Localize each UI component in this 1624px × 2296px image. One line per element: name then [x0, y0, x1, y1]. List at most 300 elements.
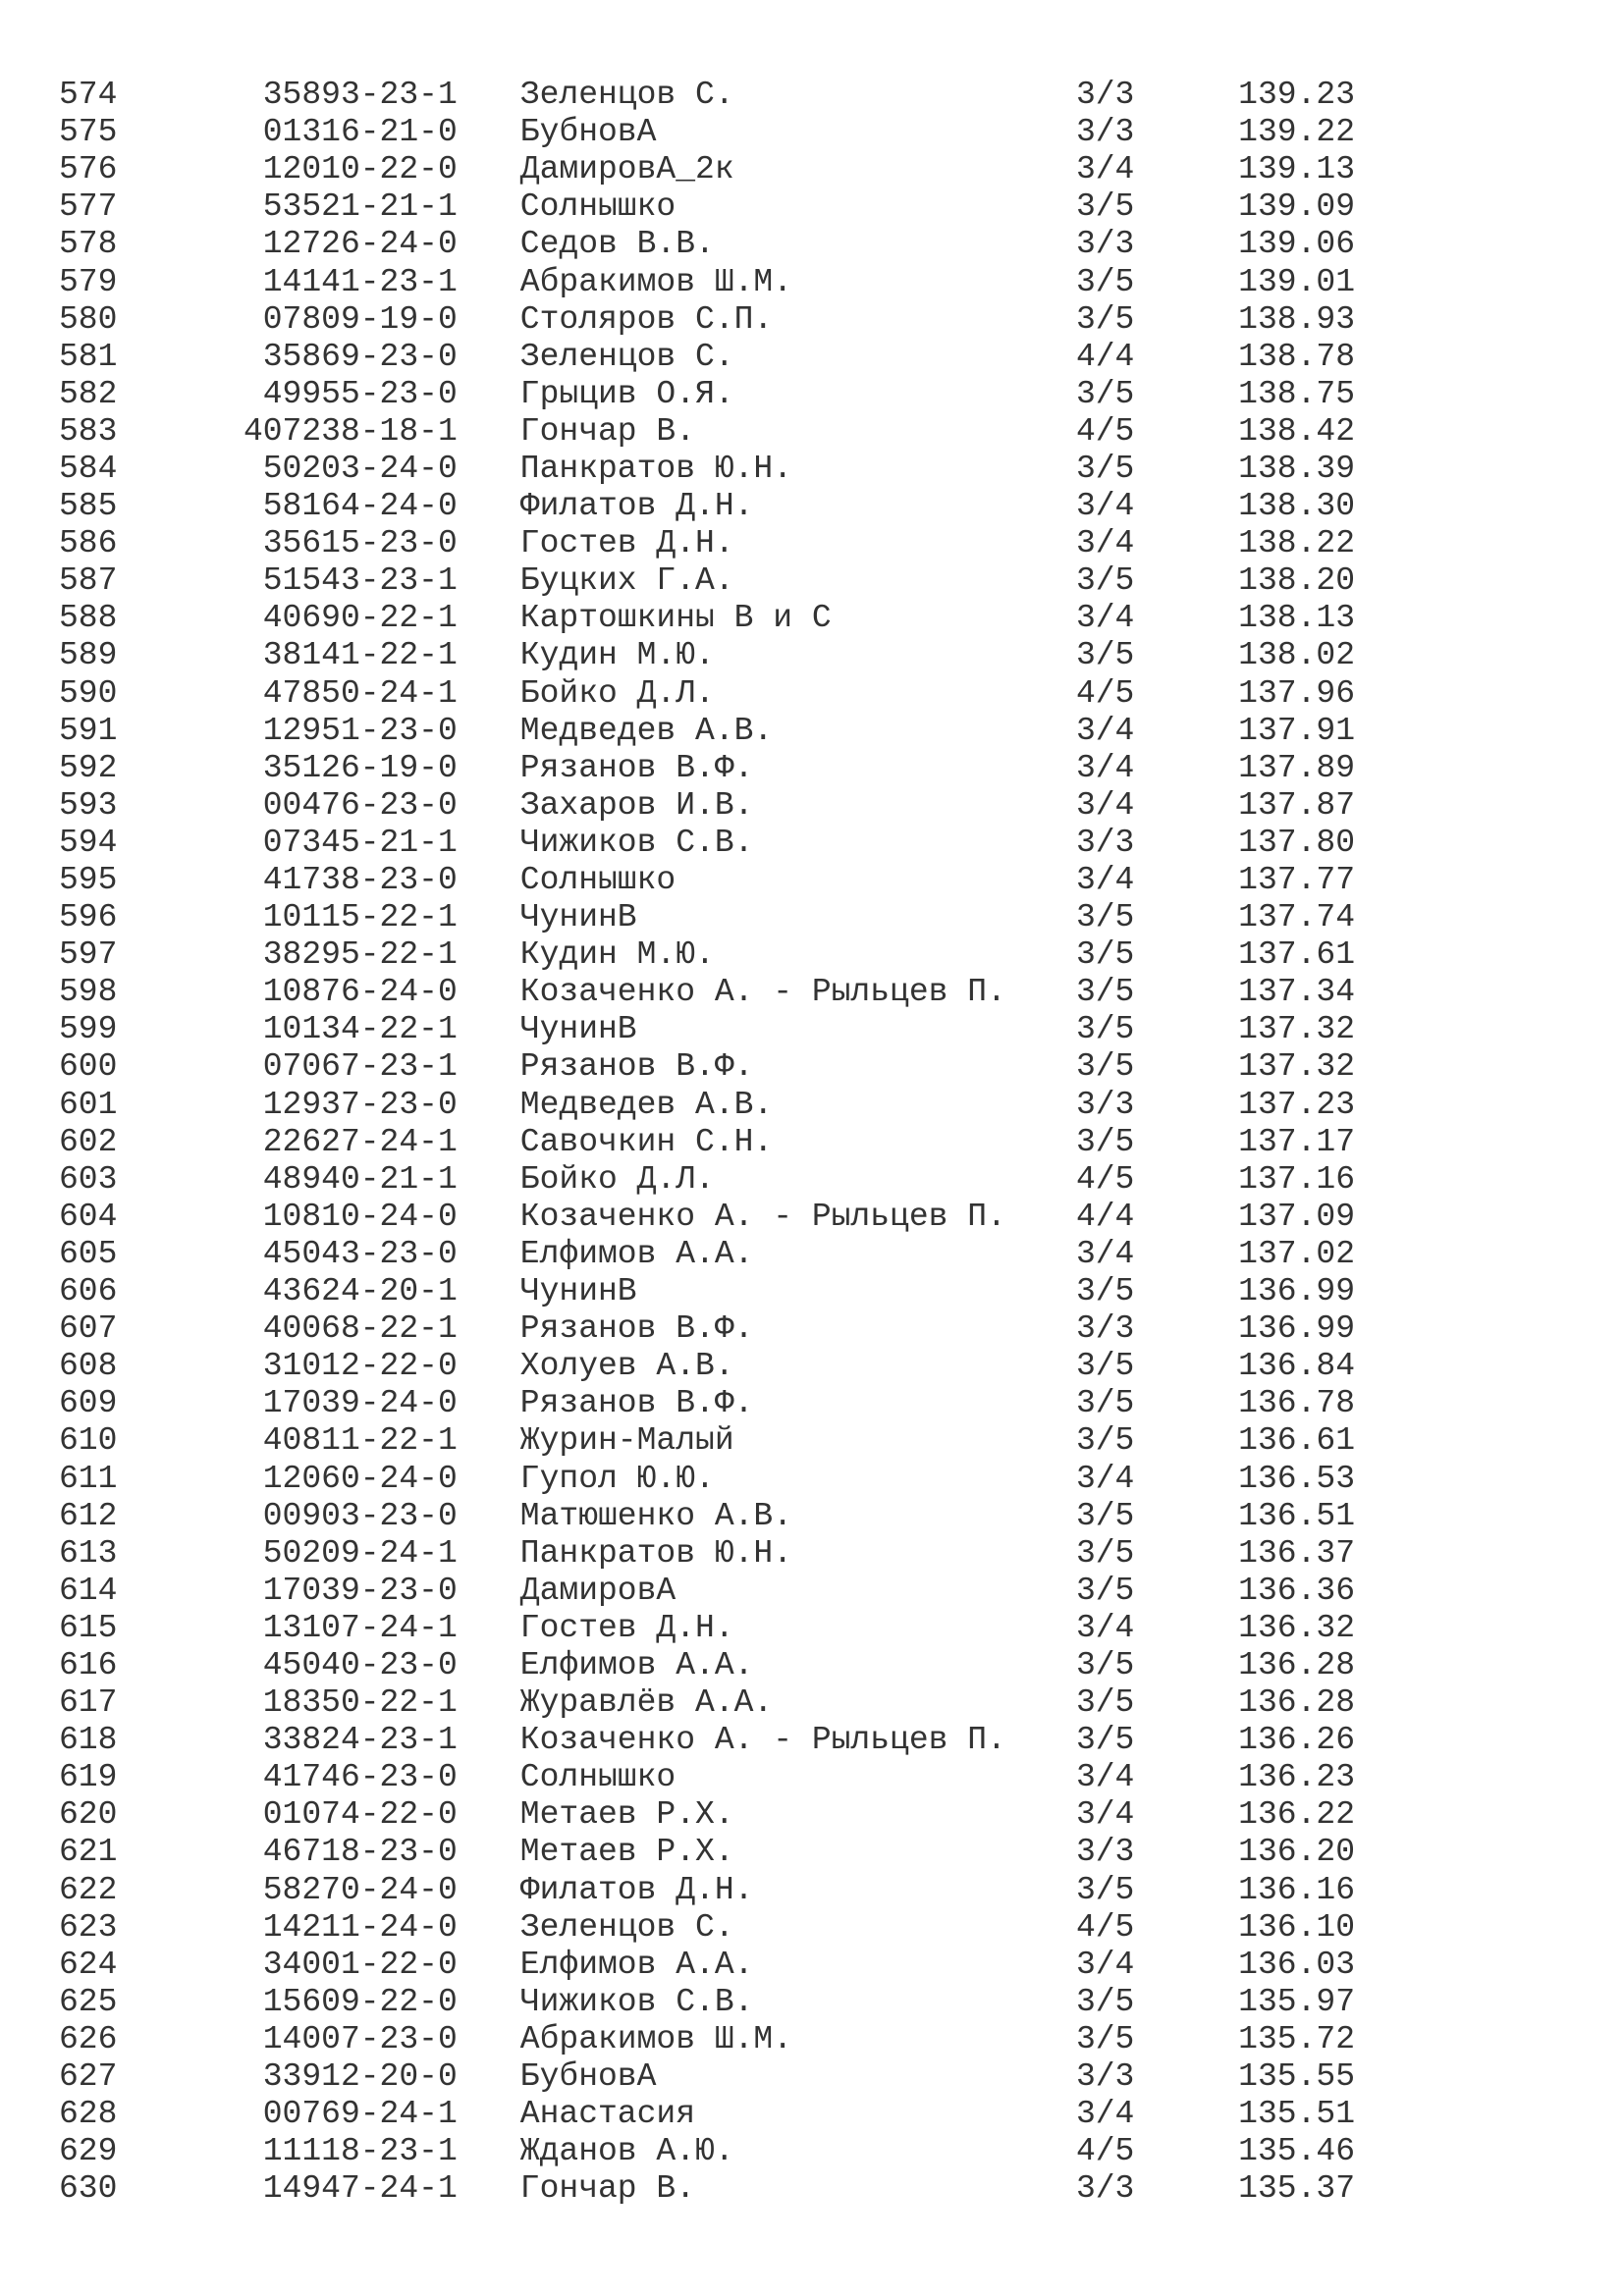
rank-cell: 590	[59, 674, 118, 712]
owner-name-cell: Кудин М.Ю.	[519, 637, 715, 674]
speed-cell: 137.96	[1238, 674, 1355, 712]
rank-cell: 621	[59, 1834, 118, 1871]
table-row	[59, 1310, 1355, 1348]
rank-cell: 601	[59, 1086, 118, 1123]
table-row	[59, 1759, 1355, 1796]
owner-name-cell: БубновА	[519, 114, 657, 151]
owner-name-cell: ЧунинВ	[519, 1011, 637, 1048]
rank-cell: 581	[59, 338, 118, 375]
rank-cell: 599	[59, 1011, 118, 1048]
ring-number-cell: 10134-22-1	[262, 1011, 458, 1048]
owner-name-cell: Зеленцов С.	[519, 77, 734, 114]
speed-cell: 136.23	[1238, 1759, 1355, 1796]
ring-number-cell: 47850-24-1	[262, 674, 458, 712]
flight-ratio-cell: 3/3	[1075, 2170, 1135, 2208]
ring-number-cell: 41738-23-0	[262, 862, 458, 899]
owner-name-cell: ДамировА	[519, 1572, 677, 1609]
speed-cell: 137.89	[1238, 749, 1355, 786]
ring-number-cell: 12726-24-0	[262, 226, 458, 263]
rank-cell: 629	[59, 2133, 118, 2170]
owner-name-cell: Козаченко А. - Рыльцев П.	[519, 1722, 1006, 1759]
flight-ratio-cell: 3/5	[1075, 1497, 1135, 1534]
flight-ratio-cell: 3/5	[1075, 1983, 1135, 2020]
ring-number-cell: 10876-24-0	[262, 974, 458, 1011]
ring-number-cell: 40690-22-1	[262, 600, 458, 637]
rank-cell: 624	[59, 1946, 118, 1983]
owner-name-cell: Панкратов Ю.Н.	[519, 1534, 793, 1572]
owner-name-cell: Анастасия	[519, 2096, 696, 2133]
rank-cell: 626	[59, 2020, 118, 2057]
speed-cell: 137.02	[1238, 1235, 1355, 1272]
owner-name-cell: Метаев Р.Х.	[519, 1834, 734, 1871]
ring-number-cell: 15609-22-0	[262, 1983, 458, 2020]
rank-cell: 578	[59, 226, 118, 263]
rank-cell: 594	[59, 824, 118, 861]
speed-cell: 135.55	[1238, 2058, 1355, 2096]
table-row	[59, 2021, 1355, 2058]
speed-cell: 137.61	[1238, 936, 1355, 974]
flight-ratio-cell: 3/4	[1075, 1460, 1135, 1497]
rank-cell: 591	[59, 712, 118, 749]
ring-number-cell: 17039-23-0	[262, 1572, 458, 1609]
ring-number-cell: 50203-24-0	[262, 450, 458, 487]
table-row	[59, 301, 1355, 339]
rank-cell: 604	[59, 1198, 118, 1235]
table-row	[59, 787, 1355, 825]
ring-number-cell: 35126-19-0	[262, 749, 458, 786]
rank-cell: 606	[59, 1273, 118, 1310]
rank-cell: 613	[59, 1534, 118, 1572]
flight-ratio-cell: 3/5	[1075, 936, 1135, 974]
owner-name-cell: Зеленцов С.	[519, 1908, 734, 1946]
table-row	[59, 974, 1355, 1011]
ring-number-cell: 58270-24-0	[262, 1871, 458, 1908]
ring-number-cell: 11118-23-1	[262, 2133, 458, 2170]
rank-cell: 608	[59, 1348, 118, 1385]
rank-cell: 602	[59, 1123, 118, 1160]
speed-cell: 136.26	[1238, 1722, 1355, 1759]
flight-ratio-cell: 3/4	[1075, 151, 1135, 188]
table-row	[59, 600, 1355, 637]
flight-ratio-cell: 3/4	[1075, 1609, 1135, 1646]
ring-number-cell: 49955-23-0	[262, 375, 458, 412]
speed-cell: 135.46	[1238, 2133, 1355, 2170]
flight-ratio-cell: 3/5	[1075, 1011, 1135, 1048]
owner-name-cell: ДамировА_2к	[519, 151, 734, 188]
speed-cell: 136.32	[1238, 1609, 1355, 1646]
table-row	[59, 2133, 1355, 2170]
flight-ratio-cell: 4/4	[1075, 1198, 1135, 1235]
flight-ratio-cell: 3/4	[1075, 525, 1135, 562]
owner-name-cell: Солнышко	[519, 862, 677, 899]
ring-number-cell: 10810-24-0	[262, 1198, 458, 1235]
speed-cell: 136.51	[1238, 1497, 1355, 1534]
ring-number-cell: 12951-23-0	[262, 712, 458, 749]
owner-name-cell: Рязанов В.Ф.	[519, 1385, 754, 1422]
flight-ratio-cell: 3/5	[1075, 1348, 1135, 1385]
owner-name-cell: Столяров С.П.	[519, 300, 774, 338]
ring-number-cell: 14007-23-0	[262, 2020, 458, 2057]
ring-number-cell: 00769-24-1	[262, 2096, 458, 2133]
ring-number-cell: 14947-24-1	[262, 2170, 458, 2208]
owner-name-cell: Кудин М.Ю.	[519, 936, 715, 974]
flight-ratio-cell: 4/5	[1075, 674, 1135, 712]
ring-number-cell: 00476-23-0	[262, 786, 458, 824]
rank-cell: 607	[59, 1310, 118, 1348]
speed-cell: 138.13	[1238, 600, 1355, 637]
owner-name-cell: Солнышко	[519, 188, 677, 226]
speed-cell: 136.28	[1238, 1684, 1355, 1722]
speed-cell: 136.99	[1238, 1310, 1355, 1348]
speed-cell: 135.51	[1238, 2096, 1355, 2133]
ring-number-cell: 31012-22-0	[262, 1348, 458, 1385]
table-row	[59, 77, 1355, 114]
owner-name-cell: Панкратов Ю.Н.	[519, 450, 793, 487]
flight-ratio-cell: 3/5	[1075, 1385, 1135, 1422]
flight-ratio-cell: 3/3	[1075, 824, 1135, 861]
owner-name-cell: Чижиков С.В.	[519, 1983, 754, 2020]
ring-number-cell: 38295-22-1	[262, 936, 458, 974]
table-row	[59, 1498, 1355, 1535]
owner-name-cell: Елфимов А.А.	[519, 1646, 754, 1683]
table-row	[59, 151, 1355, 188]
owner-name-cell: Метаев Р.Х.	[519, 1796, 734, 1834]
ring-number-cell: 35869-23-0	[262, 338, 458, 375]
owner-name-cell: Медведев А.В.	[519, 1086, 774, 1123]
ring-number-cell: 40811-22-1	[262, 1422, 458, 1460]
flight-ratio-cell: 3/5	[1075, 1684, 1135, 1722]
ring-number-cell: 17039-24-0	[262, 1385, 458, 1422]
owner-name-cell: Буцких Г.А.	[519, 562, 734, 600]
table-row	[59, 862, 1355, 899]
speed-cell: 136.78	[1238, 1385, 1355, 1422]
speed-cell: 135.37	[1238, 2170, 1355, 2208]
speed-cell: 139.13	[1238, 151, 1355, 188]
owner-name-cell: Картошкины В и С	[519, 600, 832, 637]
table-row	[59, 675, 1355, 713]
rank-cell: 588	[59, 600, 118, 637]
speed-cell: 136.84	[1238, 1348, 1355, 1385]
speed-cell: 135.72	[1238, 2020, 1355, 2057]
speed-cell: 139.06	[1238, 226, 1355, 263]
speed-cell: 138.22	[1238, 525, 1355, 562]
table-row	[59, 1048, 1355, 1086]
flight-ratio-cell: 3/3	[1075, 114, 1135, 151]
speed-cell: 136.22	[1238, 1796, 1355, 1834]
rank-cell: 574	[59, 77, 118, 114]
owner-name-cell: Филатов Д.Н.	[519, 488, 754, 525]
rank-cell: 627	[59, 2058, 118, 2096]
owner-name-cell: Гончар В.	[519, 2170, 696, 2208]
flight-ratio-cell: 3/5	[1075, 375, 1135, 412]
table-row	[59, 1236, 1355, 1273]
ring-number-cell: 07067-23-1	[262, 1048, 458, 1086]
rank-cell: 585	[59, 488, 118, 525]
owner-name-cell: Козаченко А. - Рыльцев П.	[519, 974, 1006, 1011]
speed-cell: 136.99	[1238, 1273, 1355, 1310]
owner-name-cell: Журавлёв А.А.	[519, 1684, 774, 1722]
ring-number-cell: 43624-20-1	[262, 1273, 458, 1310]
flight-ratio-cell: 3/5	[1075, 1422, 1135, 1460]
rank-cell: 612	[59, 1497, 118, 1534]
owner-name-cell: Савочкин С.Н.	[519, 1123, 774, 1160]
ring-number-cell: 33824-23-1	[262, 1722, 458, 1759]
ring-number-cell: 46718-23-0	[262, 1834, 458, 1871]
speed-cell: 136.61	[1238, 1422, 1355, 1460]
table-row	[59, 226, 1355, 263]
owner-name-cell: Холуев А.В.	[519, 1348, 734, 1385]
ring-number-cell: 00903-23-0	[262, 1497, 458, 1534]
speed-cell: 137.80	[1238, 824, 1355, 861]
speed-cell: 136.28	[1238, 1646, 1355, 1683]
flight-ratio-cell: 3/5	[1075, 1273, 1135, 1310]
ring-number-cell: 22627-24-1	[262, 1123, 458, 1160]
table-row	[59, 376, 1355, 413]
flight-ratio-cell: 3/4	[1075, 1796, 1135, 1834]
rank-cell: 620	[59, 1796, 118, 1834]
speed-cell: 136.36	[1238, 1572, 1355, 1609]
speed-cell: 137.17	[1238, 1123, 1355, 1160]
speed-cell: 135.97	[1238, 1983, 1355, 2020]
table-row	[59, 1460, 1355, 1497]
owner-name-cell: Рязанов В.Ф.	[519, 749, 754, 786]
flight-ratio-cell: 4/5	[1075, 1160, 1135, 1198]
flight-ratio-cell: 3/5	[1075, 1871, 1135, 1908]
owner-name-cell: Журин-Малый	[519, 1422, 734, 1460]
ring-number-cell: 35893-23-1	[262, 77, 458, 114]
owner-name-cell: ЧунинВ	[519, 899, 637, 936]
owner-name-cell: Грыцив О.Я.	[519, 375, 734, 412]
rank-cell: 579	[59, 263, 118, 300]
owner-name-cell: Зеленцов С.	[519, 338, 734, 375]
table-row	[59, 1610, 1355, 1647]
speed-cell: 138.30	[1238, 488, 1355, 525]
ring-number-cell: 13107-24-1	[262, 1609, 458, 1646]
owner-name-cell: Жданов А.Ю.	[519, 2133, 734, 2170]
ring-number-cell: 14141-23-1	[262, 263, 458, 300]
ring-number-cell: 07345-21-1	[262, 824, 458, 861]
speed-cell: 138.78	[1238, 338, 1355, 375]
speed-cell: 136.16	[1238, 1871, 1355, 1908]
owner-name-cell: Гостев Д.Н.	[519, 525, 734, 562]
rank-cell: 584	[59, 450, 118, 487]
table-row	[59, 263, 1355, 300]
owner-name-cell: Бойко Д.Л.	[519, 674, 715, 712]
flight-ratio-cell: 3/4	[1075, 2096, 1135, 2133]
table-row	[59, 750, 1355, 787]
ring-number-cell: 53521-21-1	[262, 188, 458, 226]
owner-name-cell: Рязанов В.Ф.	[519, 1048, 754, 1086]
rank-cell: 611	[59, 1460, 118, 1497]
flight-ratio-cell: 3/3	[1075, 2058, 1135, 2096]
flight-ratio-cell: 3/4	[1075, 1759, 1135, 1796]
rank-cell: 619	[59, 1759, 118, 1796]
flight-ratio-cell: 3/3	[1075, 77, 1135, 114]
ring-number-cell: 12060-24-0	[262, 1460, 458, 1497]
speed-cell: 139.01	[1238, 263, 1355, 300]
ring-number-cell: 45040-23-0	[262, 1646, 458, 1683]
speed-cell: 137.77	[1238, 862, 1355, 899]
flight-ratio-cell: 3/5	[1075, 188, 1135, 226]
speed-cell: 138.75	[1238, 375, 1355, 412]
flight-ratio-cell: 3/3	[1075, 1834, 1135, 1871]
speed-cell: 137.09	[1238, 1198, 1355, 1235]
table-row	[59, 1161, 1355, 1199]
speed-cell: 139.23	[1238, 77, 1355, 114]
owner-name-cell: БубновА	[519, 2058, 657, 2096]
flight-ratio-cell: 3/4	[1075, 712, 1135, 749]
ring-number-cell: 58164-24-0	[262, 488, 458, 525]
rank-cell: 595	[59, 862, 118, 899]
speed-cell: 138.42	[1238, 412, 1355, 450]
owner-name-cell: Елфимов А.А.	[519, 1946, 754, 1983]
table-row	[59, 1124, 1355, 1161]
table-row	[59, 637, 1355, 674]
ring-number-cell: 45043-23-0	[262, 1235, 458, 1272]
rank-cell: 600	[59, 1048, 118, 1086]
owner-name-cell: Гончар В.	[519, 412, 696, 450]
rank-cell: 614	[59, 1572, 118, 1609]
table-row	[59, 936, 1355, 974]
flight-ratio-cell: 3/5	[1075, 300, 1135, 338]
rank-cell: 605	[59, 1235, 118, 1272]
speed-cell: 139.22	[1238, 114, 1355, 151]
rank-cell: 616	[59, 1646, 118, 1683]
flight-ratio-cell: 3/5	[1075, 562, 1135, 600]
speed-cell: 137.32	[1238, 1048, 1355, 1086]
rank-cell: 577	[59, 188, 118, 226]
table-row	[59, 1199, 1355, 1236]
owner-name-cell: Рязанов В.Ф.	[519, 1310, 754, 1348]
owner-name-cell: Абракимов Ш.М.	[519, 263, 793, 300]
rank-cell: 609	[59, 1385, 118, 1422]
rank-cell: 610	[59, 1422, 118, 1460]
flight-ratio-cell: 3/4	[1075, 600, 1135, 637]
flight-ratio-cell: 3/5	[1075, 637, 1135, 674]
speed-cell: 137.91	[1238, 712, 1355, 749]
flight-ratio-cell: 3/5	[1075, 1534, 1135, 1572]
speed-cell: 139.09	[1238, 188, 1355, 226]
table-row	[59, 413, 1355, 451]
rank-cell: 586	[59, 525, 118, 562]
speed-cell: 137.23	[1238, 1086, 1355, 1123]
ring-number-cell: 12010-22-0	[262, 151, 458, 188]
flight-ratio-cell: 3/3	[1075, 1086, 1135, 1123]
speed-cell: 137.32	[1238, 1011, 1355, 1048]
speed-cell: 136.03	[1238, 1946, 1355, 1983]
rank-cell: 589	[59, 637, 118, 674]
rank-cell: 596	[59, 899, 118, 936]
flight-ratio-cell: 3/5	[1075, 1646, 1135, 1683]
rank-cell: 617	[59, 1684, 118, 1722]
flight-ratio-cell: 4/5	[1075, 412, 1135, 450]
table-row	[59, 1647, 1355, 1684]
speed-cell: 136.37	[1238, 1534, 1355, 1572]
owner-name-cell: Медведев А.В.	[519, 712, 774, 749]
table-row	[59, 1947, 1355, 1984]
flight-ratio-cell: 4/5	[1075, 1908, 1135, 1946]
owner-name-cell: Матюшенко А.В.	[519, 1497, 793, 1534]
speed-cell: 136.10	[1238, 1908, 1355, 1946]
rank-cell: 615	[59, 1609, 118, 1646]
flight-ratio-cell: 3/4	[1075, 786, 1135, 824]
rank-cell: 618	[59, 1722, 118, 1759]
flight-ratio-cell: 3/5	[1075, 974, 1135, 1011]
owner-name-cell: ЧунинВ	[519, 1273, 637, 1310]
rank-cell: 576	[59, 151, 118, 188]
speed-cell: 138.02	[1238, 637, 1355, 674]
table-row	[59, 451, 1355, 488]
ring-number-cell: 01316-21-0	[262, 114, 458, 151]
speed-cell: 137.16	[1238, 1160, 1355, 1198]
flight-ratio-cell: 3/5	[1075, 1722, 1135, 1759]
owner-name-cell: Захаров И.В.	[519, 786, 754, 824]
flight-ratio-cell: 3/5	[1075, 1123, 1135, 1160]
owner-name-cell: Чижиков С.В.	[519, 824, 754, 861]
speed-cell: 138.93	[1238, 300, 1355, 338]
flight-ratio-cell: 3/3	[1075, 226, 1135, 263]
flight-ratio-cell: 3/4	[1075, 1946, 1135, 1983]
ring-number-cell: 34001-22-0	[262, 1946, 458, 1983]
rank-cell: 575	[59, 114, 118, 151]
table-row	[59, 114, 1355, 151]
flight-ratio-cell: 4/4	[1075, 338, 1135, 375]
owner-name-cell: Солнышко	[519, 1759, 677, 1796]
owner-name-cell: Гупол Ю.Ю.	[519, 1460, 715, 1497]
flight-ratio-cell: 4/5	[1075, 2133, 1135, 2170]
table-row	[59, 1273, 1355, 1310]
rank-cell: 583	[59, 412, 118, 450]
results-table	[59, 77, 1355, 2208]
table-row	[59, 1872, 1355, 1909]
ring-number-cell: 18350-22-1	[262, 1684, 458, 1722]
rank-cell: 582	[59, 375, 118, 412]
speed-cell: 138.20	[1238, 562, 1355, 600]
table-row	[59, 339, 1355, 376]
rank-cell: 597	[59, 936, 118, 974]
rank-cell: 592	[59, 749, 118, 786]
table-row	[59, 899, 1355, 936]
rank-cell: 625	[59, 1983, 118, 2020]
ring-number-cell: 38141-22-1	[262, 637, 458, 674]
flight-ratio-cell: 3/4	[1075, 749, 1135, 786]
table-row	[59, 2058, 1355, 2096]
table-row	[59, 1684, 1355, 1722]
flight-ratio-cell: 3/5	[1075, 2020, 1135, 2057]
speed-cell: 138.39	[1238, 450, 1355, 487]
flight-ratio-cell: 3/4	[1075, 488, 1135, 525]
table-row	[59, 2170, 1355, 2208]
ring-number-cell: 14211-24-0	[262, 1908, 458, 1946]
flight-ratio-cell: 3/4	[1075, 1235, 1135, 1272]
owner-name-cell: Филатов Д.Н.	[519, 1871, 754, 1908]
table-row	[59, 1535, 1355, 1573]
ring-number-cell: 51543-23-1	[262, 562, 458, 600]
ring-number-cell: 33912-20-0	[262, 2058, 458, 2096]
ring-number-cell: 12937-23-0	[262, 1086, 458, 1123]
table-row	[59, 188, 1355, 226]
owner-name-cell: Козаченко А. - Рыльцев П.	[519, 1198, 1006, 1235]
flight-ratio-cell: 3/4	[1075, 862, 1135, 899]
flight-ratio-cell: 3/3	[1075, 1310, 1135, 1348]
rank-cell: 622	[59, 1871, 118, 1908]
table-row	[59, 1422, 1355, 1460]
ring-number-cell: 10115-22-1	[262, 899, 458, 936]
speed-cell: 137.74	[1238, 899, 1355, 936]
flight-ratio-cell: 3/5	[1075, 450, 1135, 487]
table-row	[59, 1722, 1355, 1759]
table-row	[59, 1984, 1355, 2021]
